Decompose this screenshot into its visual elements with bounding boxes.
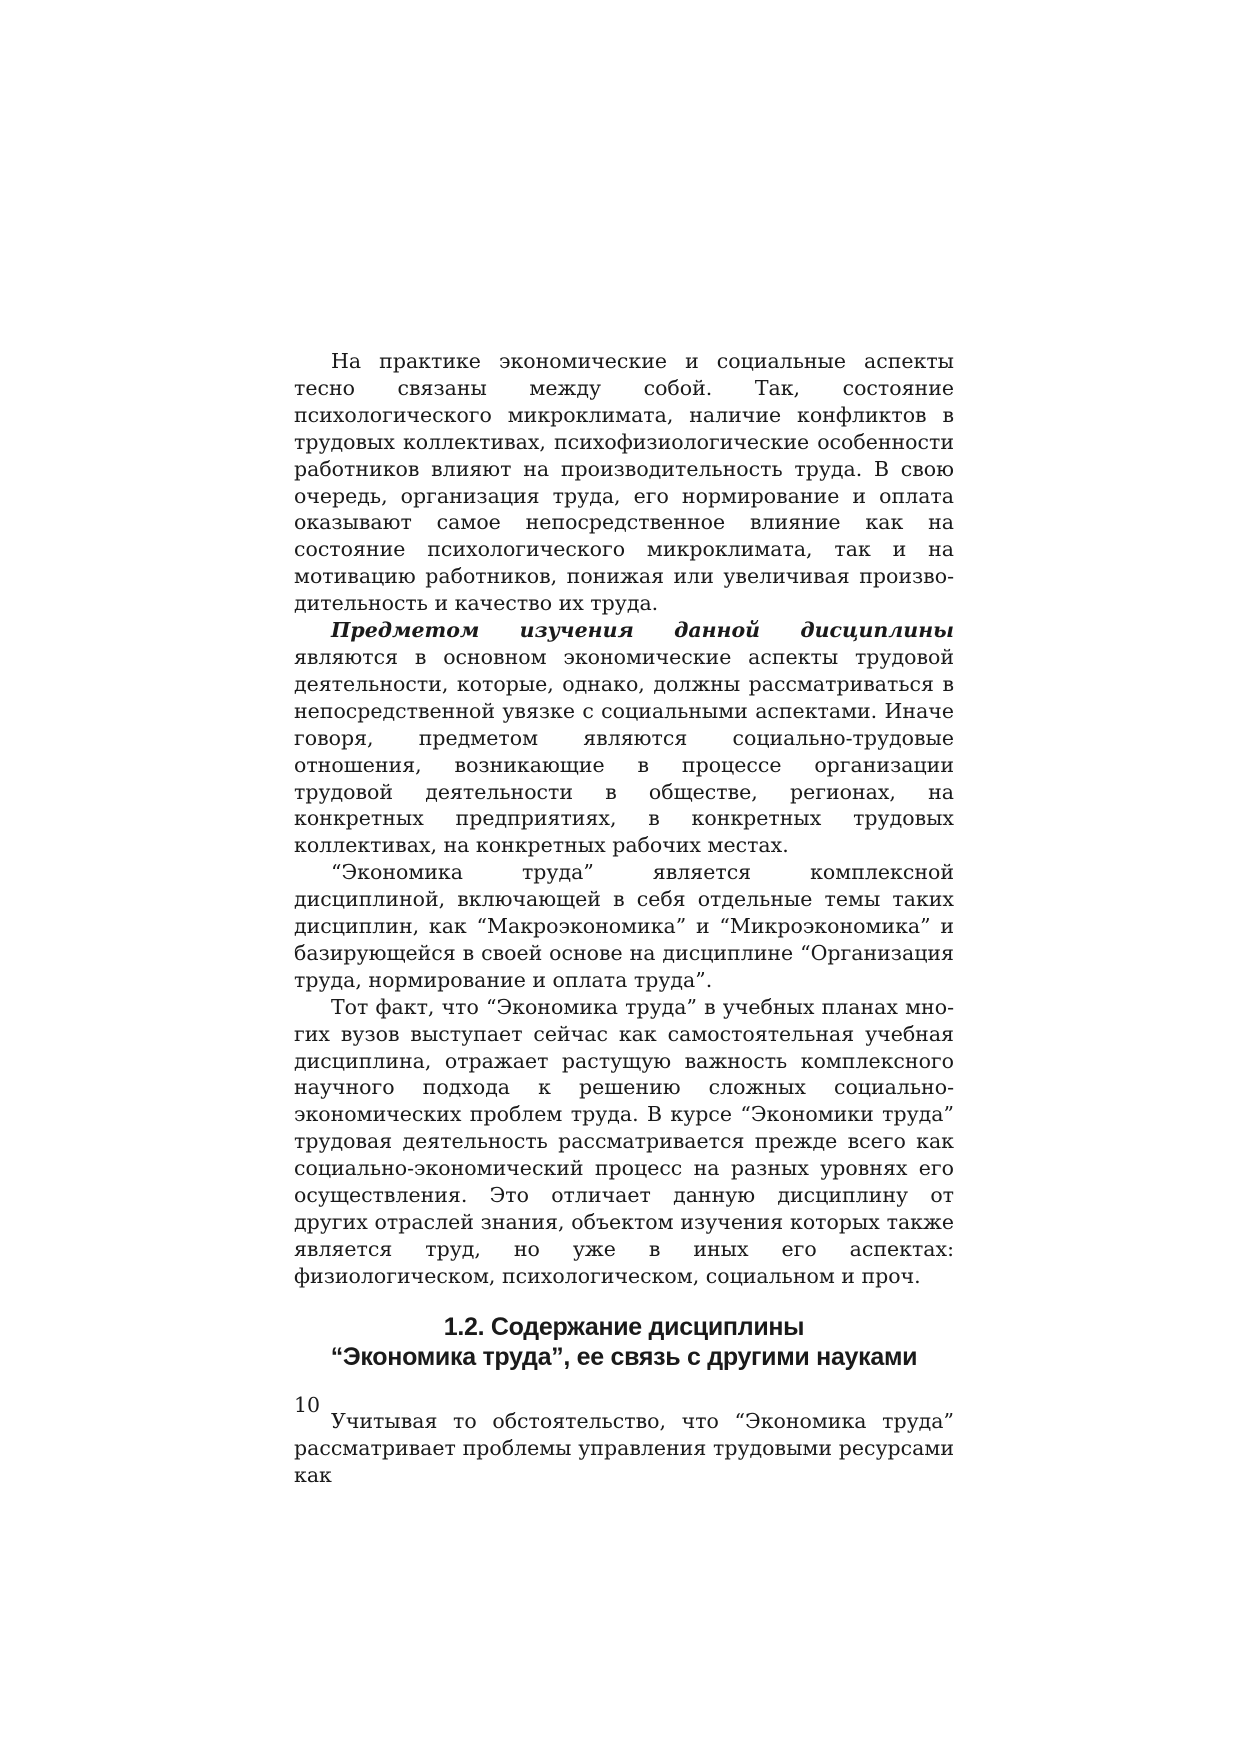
paragraph-complex-discipline: [294, 859, 954, 994]
paragraph-subject: [294, 617, 954, 859]
paragraph-closing: [294, 1408, 954, 1489]
paragraph-text: “Экономика труда” является комплексной дисциплиной, включающей в себя отдельные темы таких дисциплин, как “Макроэкономика” и “Микроэкономика” и базирующейся в своей основе на дисциплине “Организация труда, нормирование и оплата труда”.: [294, 860, 954, 992]
emphasis-term: Предметом изучения данной дисциплины: [331, 618, 954, 643]
paragraph-text: На практике экономические и социальные аспекты тесно связаны между собой. Так, состояние психологического микроклимата, наличие конфликтов в трудовых коллективах, психофизиологические особенности работников влияют на производительность труда. В свою очередь, организация труда, его нормирование и оплата оказывают самое непосредственное влияние как на состояние психологического микроклимата, так и на мотивацию работников, понижая или увеличивая производительность и качество их труда.: [294, 349, 954, 616]
section-heading-line-1: 1.2. Содержание дисциплины: [443, 1312, 805, 1341]
paragraph-fact: [294, 994, 954, 1290]
paragraph-practice: [294, 348, 954, 617]
page-number: 10: [294, 1393, 321, 1417]
page-body: [294, 348, 954, 1488]
paragraph-text: Тот факт, что “Экономика труда” в учебных планах многих вузов выступает сейчас как самостоятельная учебная дисциплина, отражает растущую важность комплексного научного подхода к решению сложных социально-экономических проблем труда. В курсе “Экономики труда” трудовая деятельность рассматривается прежде всего как социально-экономический процесс на разных уровнях его осуществления. Это отличает данную дисциплину от других отраслей знания, объектом изучения которых также является труд, но уже в иных его аспектах: физиологическом, психологическом, социальном и проч.: [294, 994, 954, 1288]
paragraph-text: являются в основном экономические аспекты трудовой деятельности, которые, однако, должны рассматриваться в непосредственной увязке с социальными аспектами. Иначе говоря, предметом являются социально-трудовые отношения, возникающие в процессе организации трудовой деятельности в обществе, регионах, на конкретных предприятиях, в конкретных трудовых коллективах, на конкретных рабочих местах.: [294, 644, 954, 858]
paragraph-text: Учитывая то обстоятельство, что “Экономика труда” рассматривает проблемы управления трудовыми ресурсами как: [294, 1408, 954, 1487]
section-heading: [294, 1312, 954, 1372]
section-heading-line-2: “Экономика труда”, ее связь с другими науками: [330, 1342, 918, 1371]
